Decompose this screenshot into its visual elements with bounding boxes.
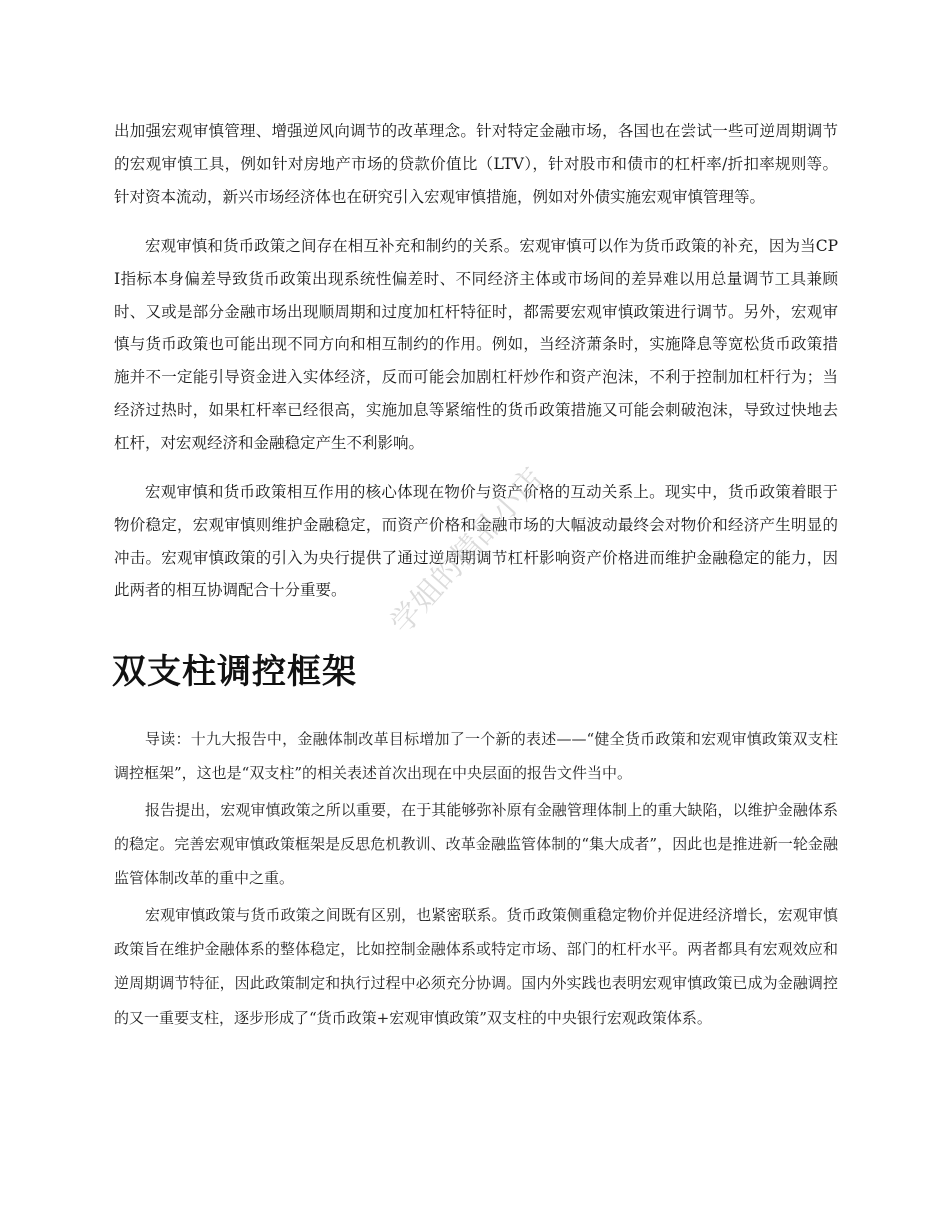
paragraph-intro-reading: 导读：十九大报告中，金融体制改革目标增加了一个新的表述——“健全货币政策和宏观审慎政策双支柱调控框架”，这也是“双支柱”的相关表述首次出现在中央层面的报告文件当中。 [114,730,838,783]
paragraph-complement-constraint: 宏观审慎和货币政策之间存在相互补充和制约的关系。宏观审慎可以作为货币政策的补充，因为当CPI指标本身偏差导致货币政策出现系统性偏差时、不同经济主体或市场间的差异难以用总量调节工具兼顾时、又或是部分金融市场出现顺周期和过度加杠杆特征时，都需要宏观审慎政策进行调节。另外，宏观审慎与货币政策也可能出现不同方向和相互制约的作用。例如，当经济萧条时，实施降息等宽松货币政策措施并不一定能引导资金进入实体经济，反而可能会加剧杠杆炒作和资产泡沫，不利于控制加杠杆行为；当经济过热时，如果杠杆率已经很高，实施加息等紧缩性的货币政策措施又可能会刺破泡沫，导致过快地去杠杆，对宏观经济和金融稳定产生不利影响。 [114,237,838,452]
paragraph-macroprudential-reform: 出加强宏观审慎管理、增强逆风向调节的改革理念。针对特定金融市场，各国也在尝试一些可逆周期调节的宏观审慎工具，例如针对房地产市场的贷款价值比（LTV），针对股市和债市的杠杆率/折扣率规则等。针对资本流动，新兴市场经济体也在研究引入宏观审慎措施，例如对外债实施宏观审慎管理等。 [114,122,838,206]
section-heading: 双支柱调控框架 [112,652,357,692]
watermark-text: 学姐的精品小店 [383,461,551,641]
paragraph-policy-difference: 宏观审慎政策与货币政策之间既有区别，也紧密联系。货币政策侧重稳定物价并促进经济增长，宏观审慎政策旨在维护金融体系的整体稳定，比如控制金融体系或特定市场、部门的杠杆水平。两者都具有宏观效应和逆周期调节特征，因此政策制定和执行过程中必须充分协调。国内外实践也表明宏观审慎政策已成为金融调控的又一重要支柱，逐步形成了“货币政策+宏观审慎政策”双支柱的中央银行宏观政策体系。 [114,906,838,1027]
paragraph-price-asset-interaction: 宏观审慎和货币政策相互作用的核心体现在物价与资产价格的互动关系上。现实中，货币政策着眼于物价稳定，宏观审慎则维护金融稳定，而资产价格和金融市场的大幅波动最终会对物价和经济产生明显的冲击。宏观审慎政策的引入为央行提供了通过逆周期调节杠杆影响资产价格进而维护金融稳定的能力，因此两者的相互协调配合十分重要。 [114,483,838,600]
paragraph-report-importance: 报告提出，宏观审慎政策之所以重要，在于其能够弥补原有金融管理体制上的重大缺陷，以维护金融体系的稳定。完善宏观审慎政策框架是反思危机教训、改革金融监管体制的“集大成者”，因此也是推进新一轮金融监管体制改革的重中之重。 [114,801,838,888]
